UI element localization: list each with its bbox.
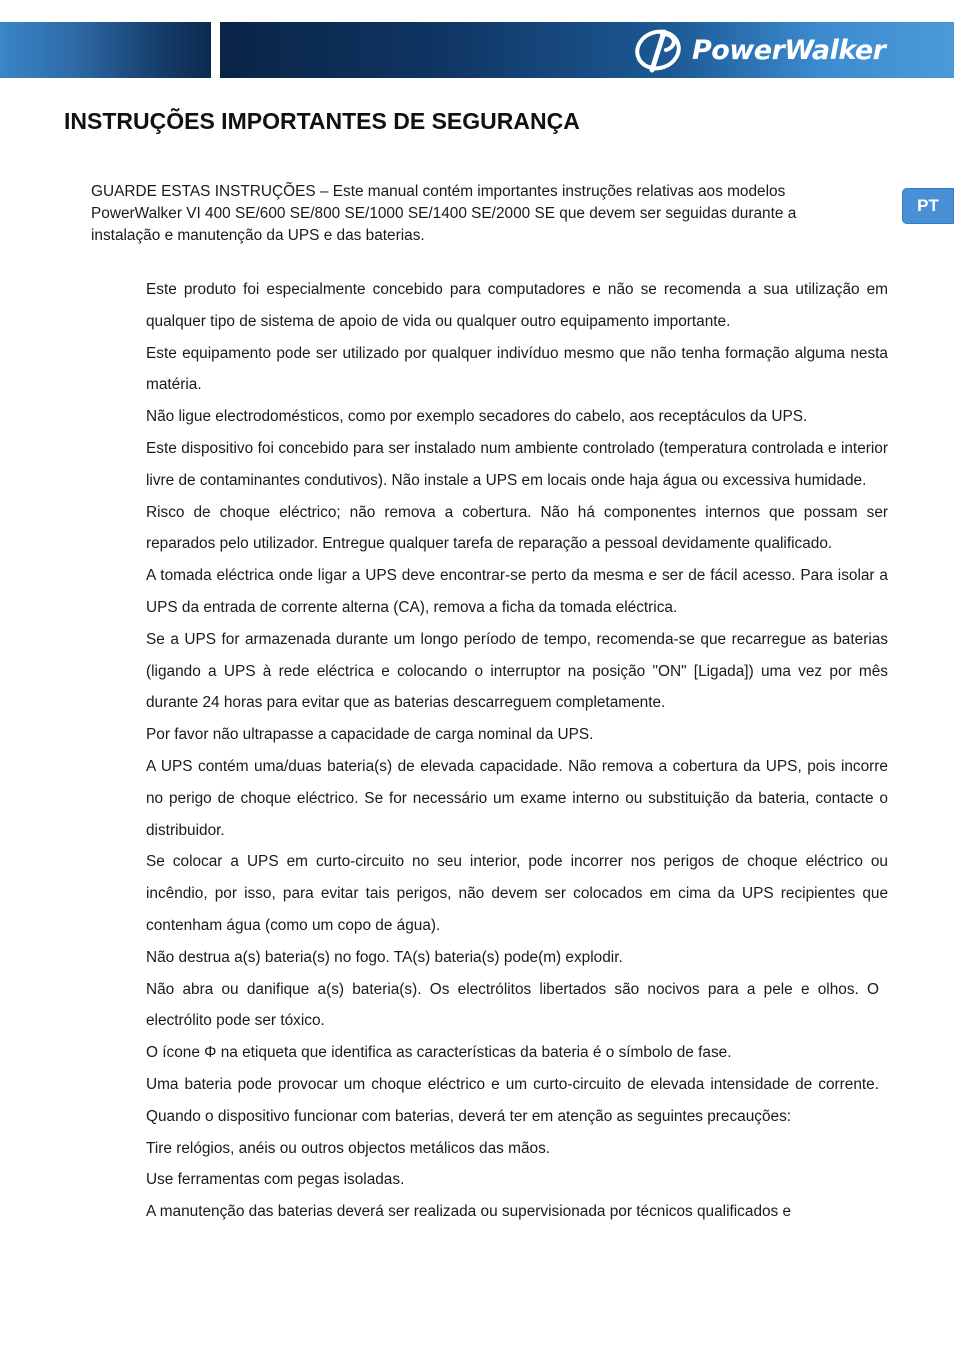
page-title: INSTRUÇÕES IMPORTANTES DE SEGURANÇA [64, 108, 580, 134]
safety-instruction: Risco de choque eléctrico; não remova a cobertura. Não há componentes internos que possam ser reparados pelo utilizador. Entregue qualquer tarefa de reparação a pessoal devidamente qualificado. [146, 503, 888, 553]
safety-instruction: Não abra ou danifique a(s) bateria(s). Os electrólitos libertados são nocivos para a pele e olhos. O electrólito pode ser tóxico. [146, 980, 879, 1030]
safety-instruction: Uma bateria pode provocar um choque eléctrico e um curto-circuito de elevada intensidade de corrente. Quando o dispositivo funcionar com baterias, deverá ter em atenção as seguintes precauções: [146, 1075, 879, 1125]
safety-instruction: O ícone Φ na etiqueta que identifica as características da bateria é o símbolo de fase. [146, 1044, 732, 1062]
language-tab-pt[interactable]: PT [902, 188, 954, 224]
safety-instruction: Não ligue electrodomésticos, como por exemplo secadores do cabelo, aos receptáculos da UPS. [146, 408, 808, 426]
safety-instruction: Se a UPS for armazenada durante um longo período de tempo, recomenda-se que recarregue as baterias (ligando a UPS à rede eléctrica e colocando o interruptor na posição "ON" [Ligada]) uma vez por mês durante 24 horas para evitar que as baterias descarreguem completamente. [146, 630, 888, 712]
brand-name: PowerWalker [692, 34, 886, 66]
safety-instruction: A manutenção das baterias deverá ser realizada ou supervisionada por técnicos qualificados e [146, 1203, 792, 1221]
safety-instruction: Tire relógios, anéis ou outros objectos metálicos das mãos. [146, 1139, 551, 1157]
safety-instruction: A UPS contém uma/duas bateria(s) de elevada capacidade. Não remova a cobertura da UPS, pois incorre no perigo de choque eléctrico. Se for necessário um exame interno ou substituição da bateria, contacte o distribuidor. [146, 757, 888, 839]
safety-instruction: Por favor não ultrapasse a capacidade de carga nominal da UPS. [146, 726, 594, 744]
safety-instruction: Se colocar a UPS em curto-circuito no seu interior, pode incorrer nos perigos de choque eléctrico ou incêndio, por isso, para evitar tais perigos, não devem ser colocados em cima da UPS recipientes que contenham água (como um copo de água). [146, 853, 888, 934]
safety-instructions-list [146, 274, 888, 1228]
header-banner [0, 22, 954, 78]
header-banner-left [0, 22, 211, 78]
intro-paragraph: GUARDE ESTAS INSTRUÇÕES – Este manual contém importantes instruções relativas aos modelos PowerWalker VI 400 SE/600 SE/800 SE/1000 SE/1400 SE/2000 SE que devem ser seguidas durante a instalação e manutenção da UPS e das baterias. [91, 183, 797, 244]
safety-instruction: Este dispositivo foi concebido para ser instalado num ambiente controlado (temperatura controlada e interior livre de contaminantes condutivos). Não instale a UPS em locais onde haja água ou excessiva humidade. [146, 439, 888, 489]
safety-instruction: Use ferramentas com pegas isoladas. [146, 1171, 405, 1189]
safety-instruction: A tomada eléctrica onde ligar a UPS deve encontrar-se perto da mesma e ser de fácil acesso. Para isolar a UPS da entrada de corrente alterna (CA), remova a ficha da tomada eléctrica. [146, 567, 888, 616]
safety-instruction: Este equipamento pode ser utilizado por qualquer indivíduo mesmo que não tenha formação alguma nesta matéria. [146, 344, 888, 394]
safety-instruction: Não destrua a(s) bateria(s) no fogo. TA(s) bateria(s) pode(m) explodir. [146, 948, 623, 966]
brand-logo [632, 24, 885, 76]
powerwalker-swirl-logo-icon [632, 26, 690, 74]
safety-instruction: Este produto foi especialmente concebido para computadores e não se recomenda a sua utilização em qualquer tipo de sistema de apoio de vida ou qualquer outro equipamento importante. [146, 281, 888, 330]
